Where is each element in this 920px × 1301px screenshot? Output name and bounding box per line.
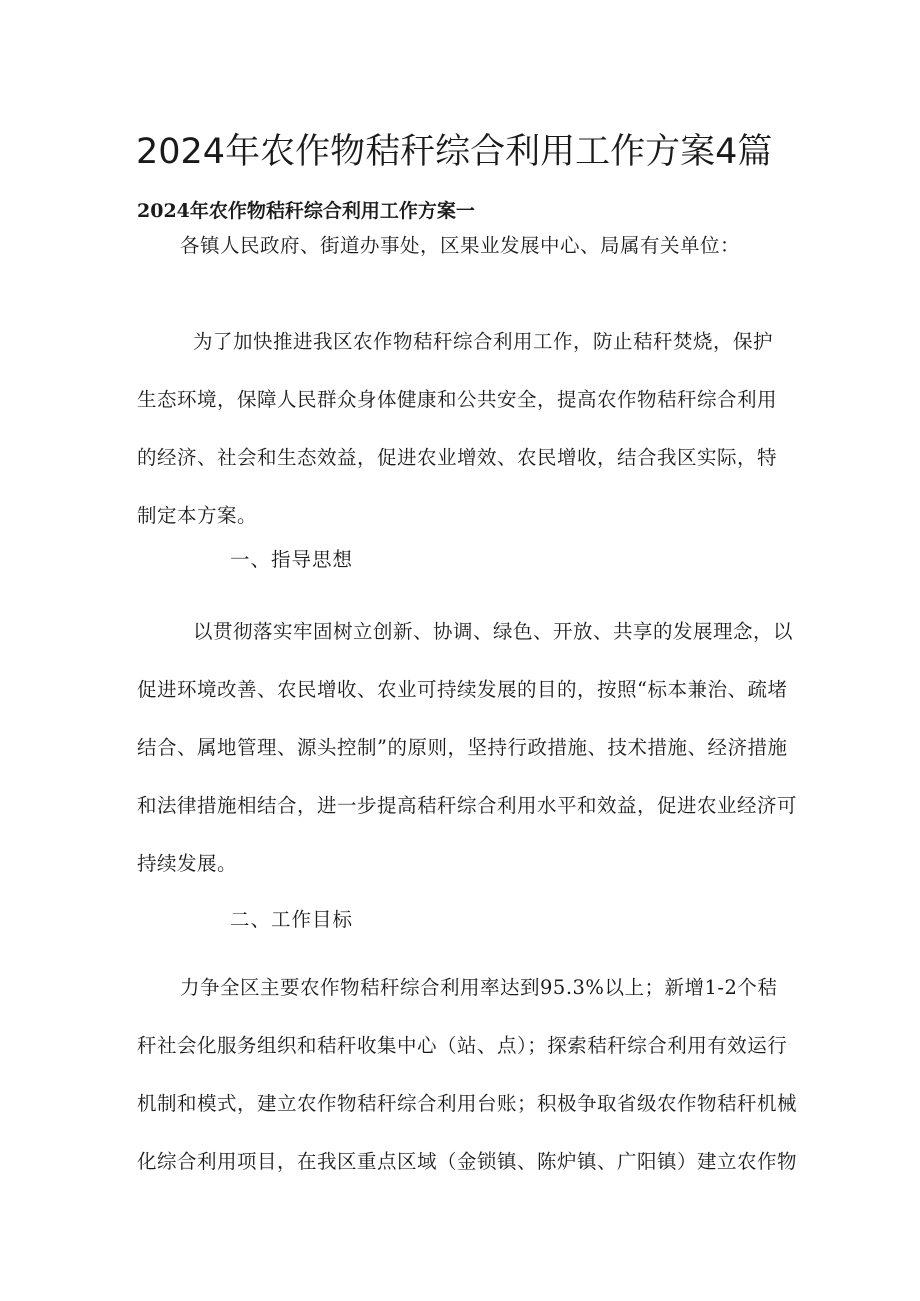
section-1-line-2: 促进环境改善、农民增收、农业可持续发展的目的，按照“标本兼治、疏堵 (137, 678, 788, 701)
section-subtitle: 2024年农作物秸秆综合利用工作方案一 (137, 200, 475, 222)
section-2-line-3: 机制和模式，建立农作物秸秆综合利用台账；积极争取省级农作物秸秆机械 (137, 1092, 798, 1115)
section-1-line-5: 持续发展。 (137, 852, 238, 875)
intro-line-2: 生态环境，保障人民群众身体健康和公共安全，提高农作物秸秆综合利用 (137, 388, 778, 411)
section-2-line-1: 力争全区主要农作物秸秆综合利用率达到95.3%以上；新增1-2个秸 (180, 976, 778, 999)
section-1-line-1: 以贯彻落实牢固树立创新、协调、绿色、开放、共享的发展理念，以 (193, 620, 794, 643)
intro-line-1: 为了加快推进我区农作物秸秆综合利用工作，防止秸秆焚烧，保护 (193, 330, 774, 353)
section-1-line-4: 和法律措施相结合，进一步提高秸秆综合利用水平和效益，促进农业经济可 (137, 794, 798, 817)
section-1-line-3: 结合、属地管理、源头控制”的原则，坚持行政措施、技术措施、经济措施 (137, 736, 788, 759)
intro-line-4: 制定本方案。 (137, 504, 258, 527)
section-2-heading: 二、工作目标 (230, 908, 354, 931)
section-2-line-2: 秆社会化服务组织和秸秆收集中心（站、点）；探索秸秆综合利用有效运行 (137, 1034, 788, 1057)
section-2-line-4: 化综合利用项目，在我区重点区域（金锁镇、陈炉镇、广阳镇）建立农作物 (137, 1150, 798, 1173)
section-1-heading: 一、指导思想 (230, 548, 354, 571)
salutation: 各镇人民政府、街道办事处，区果业发展中心、局属有关单位： (180, 234, 741, 257)
document-title: 2024年农作物秸秆综合利用工作方案4篇 (136, 132, 773, 172)
intro-line-3: 的经济、社会和生态效益，促进农业增效、农民增收，结合我区实际，特 (137, 446, 778, 469)
